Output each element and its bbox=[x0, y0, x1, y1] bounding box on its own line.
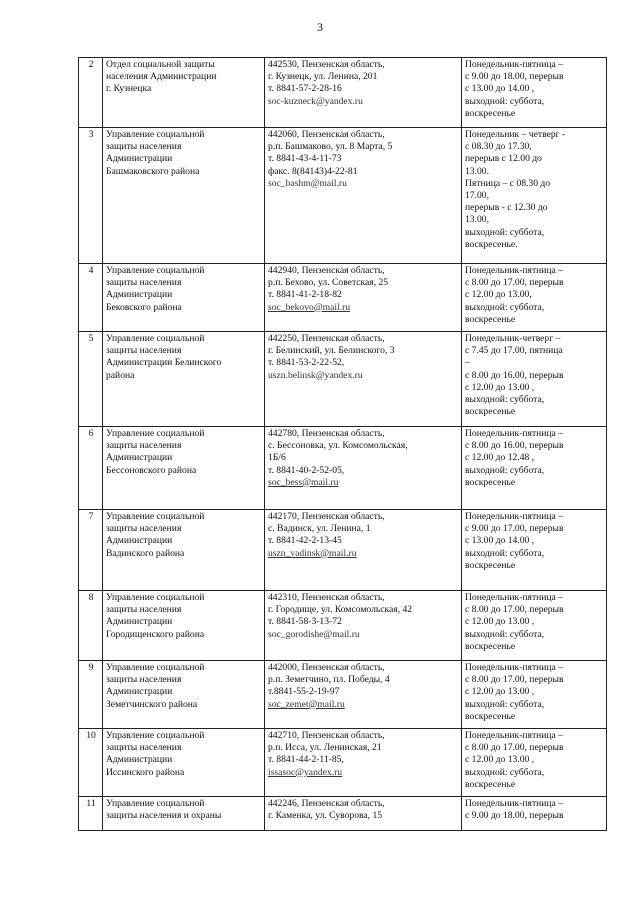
office-name-line: Бековского района bbox=[106, 301, 182, 313]
hours-line: Пятница – с 08.30 до bbox=[465, 177, 551, 189]
hours-line: с 13.00 до 14.00 , bbox=[465, 83, 535, 95]
address-line: т. 8841-43-4-11-73 bbox=[268, 153, 342, 165]
address-line: т. 8841-58-3-13-72 bbox=[268, 616, 342, 628]
hours-line: воскресенье bbox=[465, 778, 516, 790]
address-line: 1Б/6 bbox=[268, 452, 286, 464]
office-name-line: Администрации bbox=[106, 452, 173, 464]
address-line: р.п. Бехово, ул. Советская, 25 bbox=[268, 277, 389, 289]
table-row bbox=[79, 591, 607, 661]
email-link[interactable]: soc_bashm@mail.ru bbox=[268, 177, 347, 189]
office-address bbox=[265, 797, 462, 831]
office-hours bbox=[462, 128, 607, 264]
hours-line: с 08.30 до 17.30, bbox=[465, 141, 532, 153]
office-name-line: Администрации bbox=[106, 289, 173, 301]
row-number: 4 bbox=[79, 264, 103, 332]
office-hours bbox=[462, 510, 607, 591]
office-name-line: защиты населения bbox=[106, 277, 182, 289]
hours-line: Понедельник-пятница – bbox=[465, 662, 564, 673]
hours-line: выходной: суббота, bbox=[465, 547, 545, 559]
office-name-line: Иссинского района bbox=[106, 766, 185, 778]
address-line: 442780, Пензенская область, bbox=[268, 428, 385, 439]
hours-line: Понедельник-пятница – bbox=[465, 730, 564, 741]
office-name-line: Администрации bbox=[106, 754, 173, 766]
table-row bbox=[79, 729, 607, 797]
email-link[interactable]: soc-kuzneck@yandex.ru bbox=[268, 95, 363, 107]
office-name-line: Администрации bbox=[106, 616, 173, 628]
office-name-line: Вадинского района bbox=[106, 547, 185, 559]
table-row bbox=[79, 510, 607, 591]
email-link[interactable]: soc_bekovo@mail.ru bbox=[268, 301, 351, 313]
hours-line: с 9.00 до 17.00, перерыв bbox=[465, 523, 564, 535]
table-row bbox=[79, 661, 607, 729]
hours-line: воскресенье bbox=[465, 710, 516, 722]
hours-line: с 9.00 до 18.00, перерыв bbox=[465, 810, 564, 822]
office-name-line: защиты населения bbox=[106, 141, 182, 153]
hours-line: выходной: суббота, bbox=[465, 698, 545, 710]
hours-line: с 8.00 до 16.00, перерыв bbox=[465, 369, 564, 381]
table-row bbox=[79, 427, 607, 510]
hours-line: выходной: суббота, bbox=[465, 226, 545, 238]
hours-line: с 8.00 до 16.00, перерыв bbox=[465, 440, 564, 452]
office-name-line: Земетчинского района bbox=[106, 698, 198, 710]
address-line: с. Вадинск, ул. Ленина, 1 bbox=[268, 523, 371, 535]
address-line: 442310, Пензенская область, bbox=[268, 592, 385, 603]
office-name-line: Городищенского района bbox=[106, 628, 205, 640]
office-name bbox=[103, 427, 265, 510]
office-address bbox=[265, 264, 462, 332]
address-line: факс. 8(84143)4-22-81 bbox=[268, 165, 358, 177]
office-name-line: защиты населения bbox=[106, 674, 182, 686]
page-number: 3 bbox=[317, 20, 323, 34]
hours-line: выходной: суббота, bbox=[465, 628, 545, 640]
hours-line: с 8.00 до 17.00, перерыв bbox=[465, 674, 564, 686]
row-number: 10 bbox=[79, 729, 103, 797]
office-name-line: Башмаковского района bbox=[106, 165, 200, 177]
email-link[interactable]: soc_gorodishe@mail.ru bbox=[268, 628, 360, 640]
hours-line: Понедельник-пятница – bbox=[465, 265, 564, 276]
address-line: 442940, Пензенская область, bbox=[268, 265, 385, 276]
hours-line: 17.00, bbox=[465, 190, 489, 202]
office-hours bbox=[462, 264, 607, 332]
hours-line: Понедельник-пятница – bbox=[465, 59, 564, 70]
address-line: т.8841-55-2-19-97 bbox=[268, 686, 340, 698]
hours-line: воскресенье bbox=[465, 107, 516, 119]
office-name-line: Администрации bbox=[106, 535, 173, 547]
hours-line: 13.00, bbox=[465, 214, 489, 226]
hours-line: выходной: суббота, bbox=[465, 394, 545, 406]
table-row bbox=[79, 332, 607, 427]
hours-line: воскресенье bbox=[465, 406, 516, 418]
address-line: 442250, Пензенская область, bbox=[268, 333, 385, 344]
email-link[interactable]: soc_bess@mail.ru bbox=[268, 476, 339, 488]
address-line: г. Кузнецк, ул. Ленина, 201 bbox=[268, 71, 378, 83]
office-name-line: Управление социальной bbox=[106, 798, 205, 809]
address-line: 442060, Пензенская область, bbox=[268, 129, 385, 140]
office-hours bbox=[462, 58, 607, 128]
office-address bbox=[265, 510, 462, 591]
email-link[interactable]: uszn_vadinsk@mail.ru bbox=[268, 547, 357, 559]
office-name-line: Администрации bbox=[106, 686, 173, 698]
email-link[interactable]: uszn.belinsk@yandex.ru bbox=[268, 369, 363, 381]
table-row bbox=[79, 797, 607, 831]
office-name-line: защиты населения bbox=[106, 440, 182, 452]
table-row bbox=[79, 128, 607, 264]
hours-line: воскресенье. bbox=[465, 238, 518, 250]
hours-line: с 8.00 до 17.00, перерыв bbox=[465, 604, 564, 616]
office-name-line: Управление социальной bbox=[106, 730, 205, 741]
office-name-line: населения Администрации bbox=[106, 71, 217, 83]
address-line: р.п. Исса, ул. Ленинская, 21 bbox=[268, 742, 382, 754]
hours-line: с 13.00 до 14.00 , bbox=[465, 535, 535, 547]
office-name-line: защиты населения bbox=[106, 523, 182, 535]
office-address bbox=[265, 591, 462, 661]
hours-line: с 7.45 до 17.00, пятница bbox=[465, 345, 563, 357]
hours-line: перерыв с 12.00 до bbox=[465, 153, 542, 165]
office-name bbox=[103, 332, 265, 427]
email-link[interactable]: issasoc@yandex.ru bbox=[268, 766, 343, 778]
hours-line: с 12.00 до 13.00 , bbox=[465, 754, 535, 766]
address-line: 442246, Пензенская область, bbox=[268, 798, 385, 809]
office-name-line: Управление социальной bbox=[106, 592, 205, 603]
office-name bbox=[103, 510, 265, 591]
row-number: 7 bbox=[79, 510, 103, 591]
address-line: 442530, Пензенская область, bbox=[268, 59, 385, 70]
address-line: р.п. Земетчино, пл. Победы, 4 bbox=[268, 674, 390, 686]
office-name-line: г. Кузнецка bbox=[106, 83, 152, 95]
hours-line: с 8.00 до 17.00, перерыв bbox=[465, 742, 564, 754]
office-name bbox=[103, 591, 265, 661]
office-name-line: Администрации Белинского bbox=[106, 357, 222, 369]
hours-line: воскресенье bbox=[465, 640, 516, 652]
address-line: т. 8841-53-2-22-52, bbox=[268, 357, 345, 369]
office-name-line: защиты населения и охраны bbox=[106, 810, 222, 822]
office-hours bbox=[462, 729, 607, 797]
office-name-line: Управление социальной bbox=[106, 511, 205, 522]
row-number: 5 bbox=[79, 332, 103, 427]
address-line: т. 8841-57-2-28-16 bbox=[268, 83, 342, 95]
table-row bbox=[79, 264, 607, 332]
office-name-line: Управление социальной bbox=[106, 129, 205, 140]
row-number: 6 bbox=[79, 427, 103, 510]
row-number: 8 bbox=[79, 591, 103, 661]
office-address bbox=[265, 58, 462, 128]
office-hours bbox=[462, 661, 607, 729]
office-name-line: защиты населения bbox=[106, 604, 182, 616]
row-number: 3 bbox=[79, 128, 103, 264]
office-hours bbox=[462, 427, 607, 510]
hours-line: 13.00. bbox=[465, 165, 489, 177]
office-name bbox=[103, 661, 265, 729]
office-address bbox=[265, 661, 462, 729]
office-name-line: района bbox=[106, 369, 135, 381]
office-name bbox=[103, 797, 265, 831]
hours-line: с 12.00 до 13.00 , bbox=[465, 686, 535, 698]
office-name-line: Управление социальной bbox=[106, 428, 205, 439]
address-line: т. 8841-41-2-18-82 bbox=[268, 289, 342, 301]
office-hours bbox=[462, 591, 607, 661]
office-address bbox=[265, 729, 462, 797]
hours-line: воскресенье bbox=[465, 476, 516, 488]
hours-line: Понедельник-четверг – bbox=[465, 333, 561, 344]
email-link[interactable]: soc_zemet@mail.ru bbox=[268, 698, 345, 710]
hours-line: с 8.00 до 17.00, перерыв bbox=[465, 277, 564, 289]
address-line: г. Белинский, ул. Белинского, 3 bbox=[268, 345, 395, 357]
office-address bbox=[265, 128, 462, 264]
offices-table-body bbox=[79, 58, 607, 831]
office-name-line: защиты населения bbox=[106, 742, 182, 754]
hours-line: с 12.00 до 13.00, bbox=[465, 289, 532, 301]
office-name-line: Управление социальной bbox=[106, 662, 205, 673]
address-line: 442000, Пензенская область, bbox=[268, 662, 385, 673]
hours-line: с 12.00 до 13.00 , bbox=[465, 381, 535, 393]
office-name-line: Управление социальной bbox=[106, 333, 205, 344]
office-name-line: Бессоновского района bbox=[106, 464, 197, 476]
hours-line: выходной: суббота, bbox=[465, 301, 545, 313]
address-line: с. Бессоновка, ул. Комсомольская, bbox=[268, 440, 408, 452]
address-line: 442170, Пензенская область, bbox=[268, 511, 385, 522]
hours-line: перерыв - с 12.30 до bbox=[465, 202, 548, 214]
hours-line: воскресенье bbox=[465, 313, 516, 325]
hours-line: с 12.00 до 13.00 , bbox=[465, 616, 535, 628]
hours-line: Понедельник-пятница – bbox=[465, 798, 564, 809]
office-address bbox=[265, 332, 462, 427]
address-line: г. Городище, ул. Комсомольская, 42 bbox=[268, 604, 413, 616]
hours-line: Понедельник-пятница – bbox=[465, 511, 564, 522]
office-name-line: Отдел социальной защиты bbox=[106, 59, 215, 70]
hours-line: с 9.00 до 18.00, перерыв bbox=[465, 71, 564, 83]
row-number: 11 bbox=[79, 797, 103, 831]
office-name-line: Администрации bbox=[106, 153, 173, 165]
office-name bbox=[103, 58, 265, 128]
office-name bbox=[103, 264, 265, 332]
hours-line: с 12.00 до 12.48 , bbox=[465, 452, 535, 464]
hours-line: Понедельник – четверг - bbox=[465, 129, 566, 140]
row-number: 2 bbox=[79, 58, 103, 128]
hours-line: Понедельник-пятница – bbox=[465, 428, 564, 439]
address-line: р.п. Башмаково, ул. 8 Марта, 5 bbox=[268, 141, 393, 153]
office-address bbox=[265, 427, 462, 510]
offices-table bbox=[78, 57, 607, 831]
hours-line: – bbox=[465, 357, 470, 369]
hours-line: выходной: суббота, bbox=[465, 95, 545, 107]
office-name bbox=[103, 729, 265, 797]
office-name-line: защиты населения bbox=[106, 345, 182, 357]
address-line: 442710, Пензенская область, bbox=[268, 730, 385, 741]
hours-line: воскресенье bbox=[465, 559, 516, 571]
address-line: т. 8841-40-2-52-05, bbox=[268, 464, 345, 476]
hours-line: выходной: суббота, bbox=[465, 464, 545, 476]
hours-line: Понедельник-пятница – bbox=[465, 592, 564, 603]
address-line: т. 8841-42-2-13-45 bbox=[268, 535, 342, 547]
office-name-line: Управление социальной bbox=[106, 265, 205, 276]
office-hours bbox=[462, 797, 607, 831]
hours-line: выходной: суббота, bbox=[465, 766, 545, 778]
office-hours bbox=[462, 332, 607, 427]
table-row bbox=[79, 58, 607, 128]
address-line: г. Каменка, ул. Суворова, 15 bbox=[268, 810, 383, 822]
address-line: т. 8841-44-2-11-85, bbox=[268, 754, 344, 766]
row-number: 9 bbox=[79, 661, 103, 729]
office-name bbox=[103, 128, 265, 264]
